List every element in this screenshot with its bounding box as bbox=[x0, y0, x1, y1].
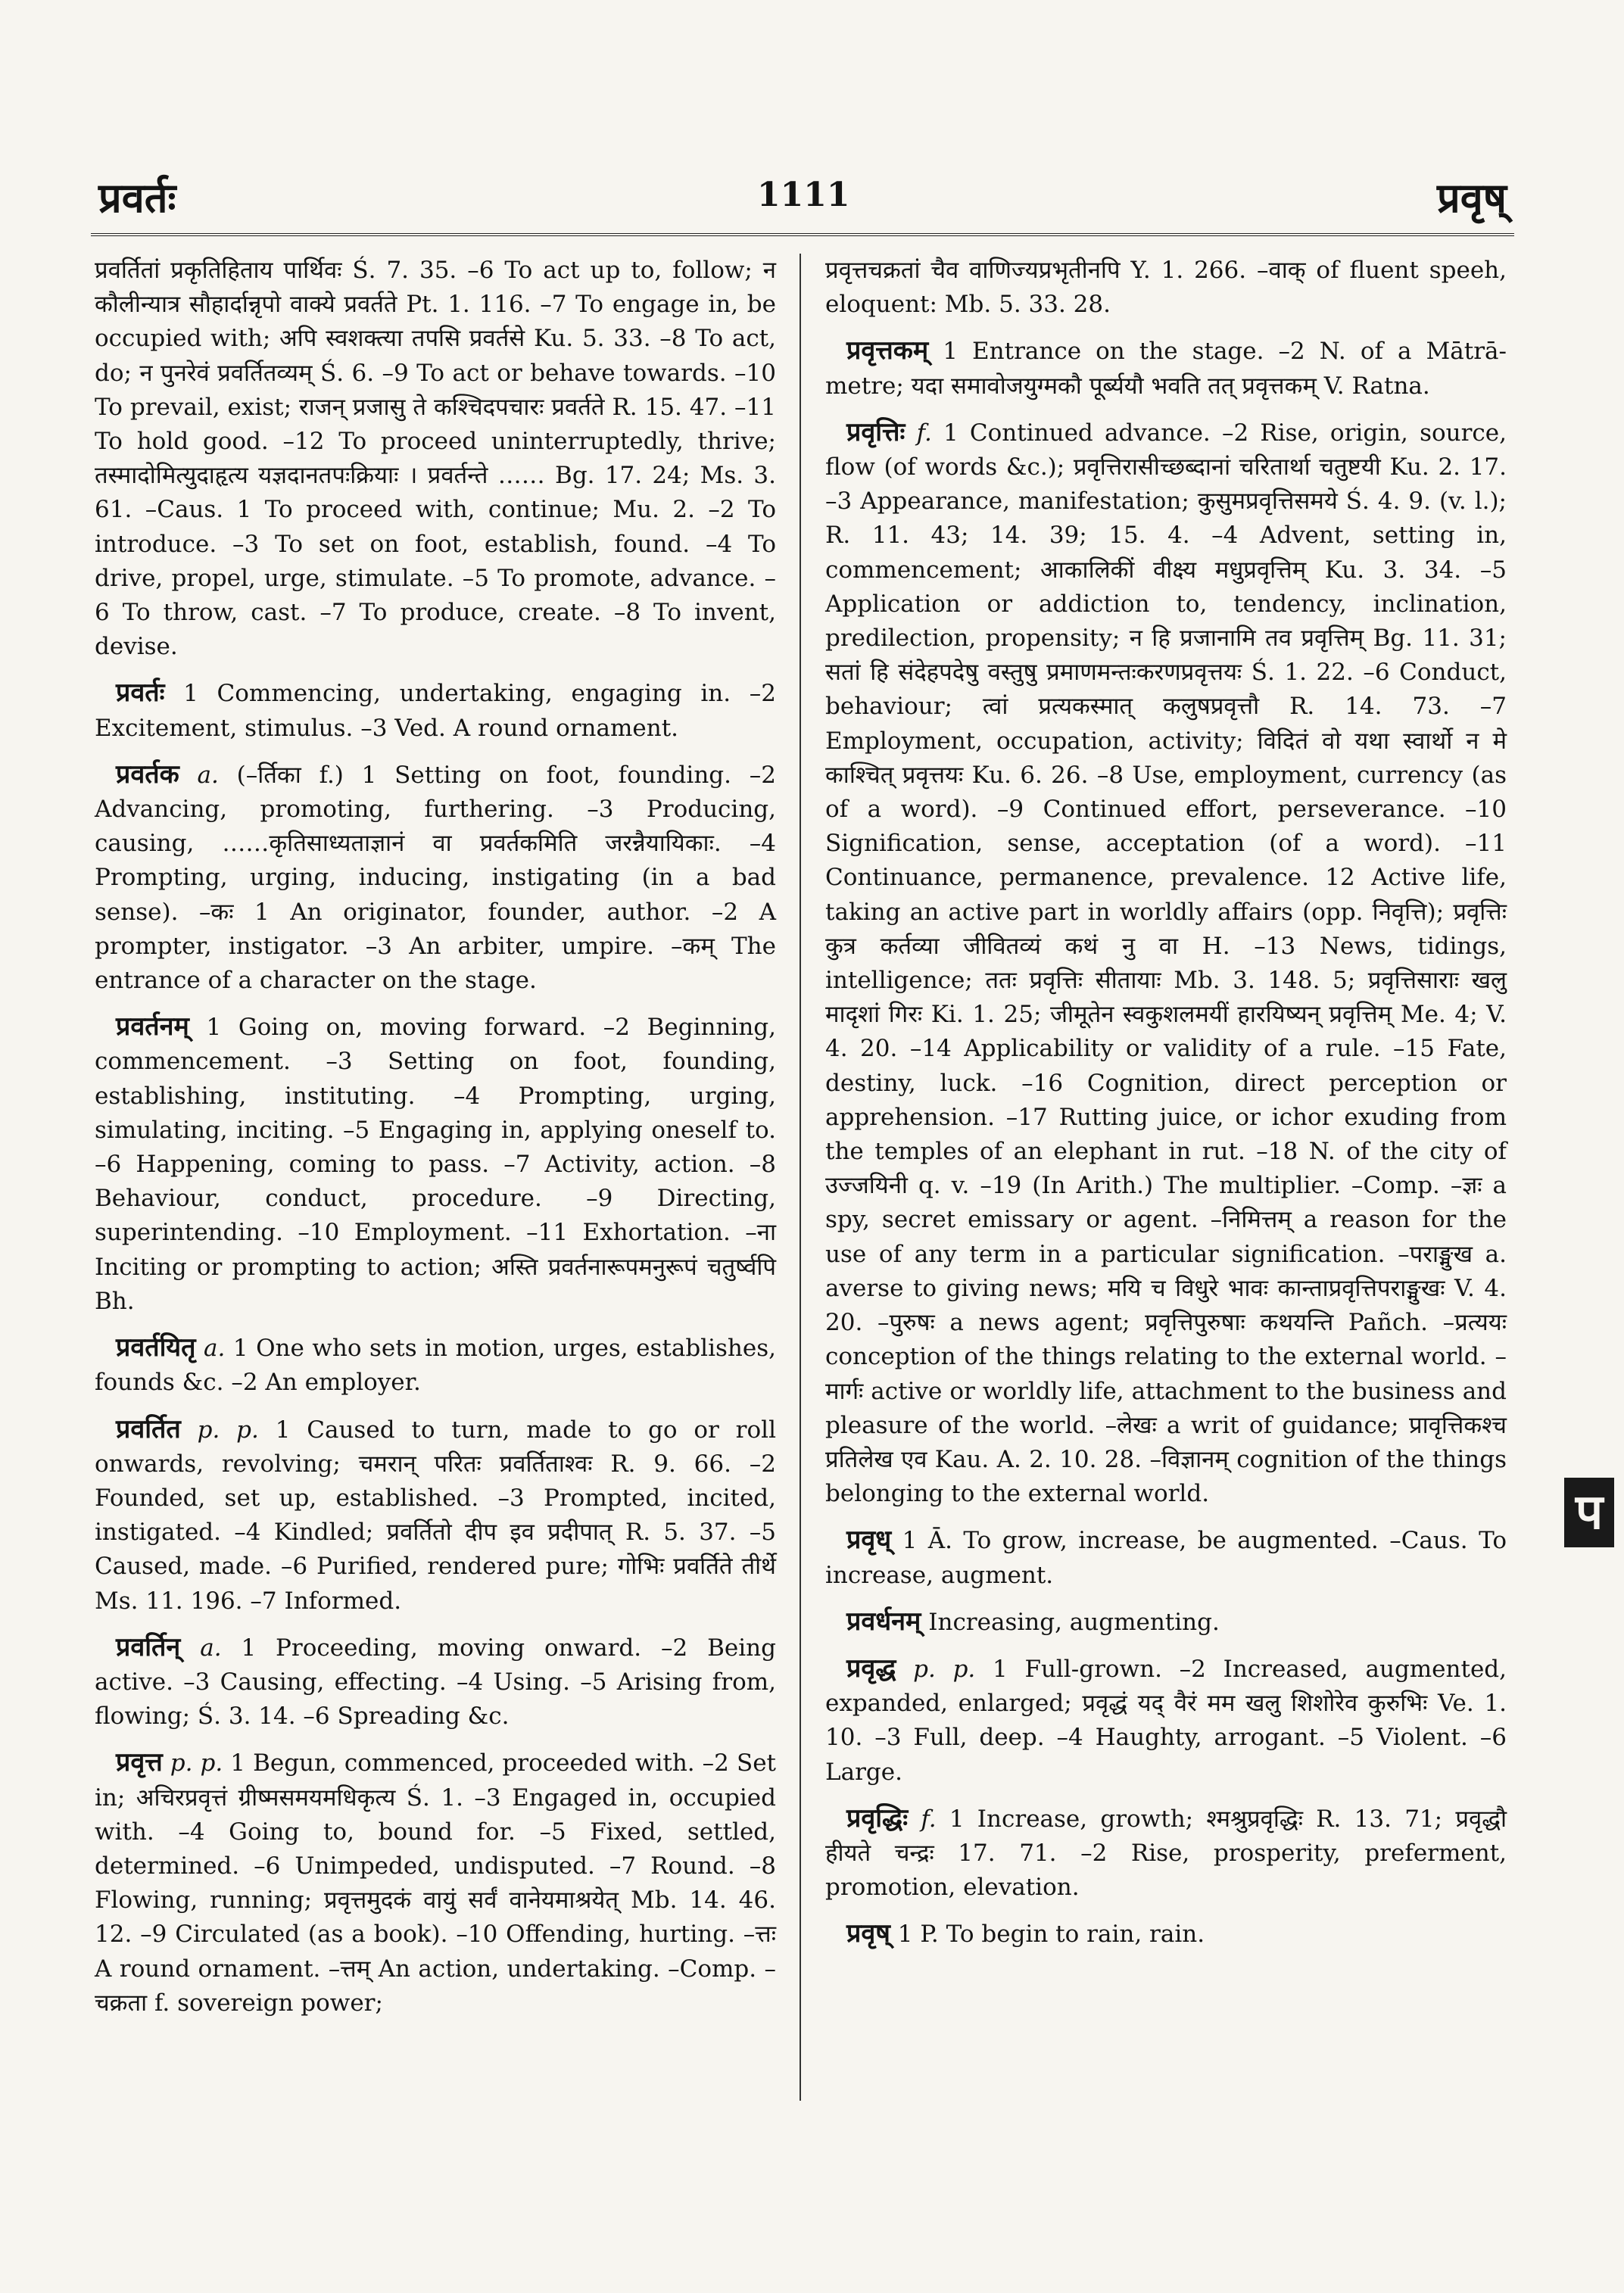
entry-grammar: p. p. bbox=[896, 1655, 976, 1683]
entry-headword: प्रवृध् bbox=[846, 1525, 892, 1556]
left-column bbox=[95, 254, 776, 2033]
entry-definition: 1 One who sets in motion, urges, establishes, founds &c. –2 An employer. bbox=[95, 1335, 776, 1397]
entry-headword: प्रवर्तः bbox=[116, 678, 165, 709]
dictionary-entry bbox=[825, 1605, 1507, 1640]
entry-headword: प्रवृत्तकम् bbox=[846, 335, 929, 366]
dictionary-entry bbox=[95, 1631, 776, 1734]
dictionary-entry bbox=[825, 1652, 1507, 1790]
entry-definition: 1 Begun, commenced, proceeded with. –2 Set in; अचिरप्रवृत्तं ग्रीष्मसमयमधिकृत्य Ś. 1. –3 Engaged in, occupied with. –4 Going to, bound for. –5 Fixed, settled, determined. –6 Unimpeded, undisputed. –7 Round. –8 Flowing, running; प्रवृत्तमुदकं वायुं सर्वं वानेयमाश्रयेत् Mb. 14. 46. 12. –9 Circulated (as a book). –10 Offending, hurting. –त्तः A round ornament. –त्तम् An action, undertaking. –Comp. –चक्रता f. sovereign power; bbox=[95, 1749, 776, 2017]
page-header bbox=[98, 168, 1507, 229]
page-number: 1111 bbox=[757, 176, 850, 214]
dictionary-entry bbox=[825, 1802, 1507, 1905]
entry-headword: प्रवर्धनम् bbox=[846, 1606, 921, 1637]
dictionary-entry bbox=[95, 1413, 776, 1618]
dictionary-entry bbox=[825, 416, 1507, 1512]
entry-definition: 1 P. To begin to rain, rain. bbox=[890, 1921, 1205, 1949]
entry-definition: 1 Increase, growth; श्मश्रुप्रवृद्धिः R. 13. 71; प्रवृद्धौ हीयते चन्द्रः 17. 71. –2 Rise, prosperity, preferment, promotion, elevation. bbox=[825, 1805, 1507, 1902]
entry-grammar: p. p. bbox=[180, 1416, 259, 1444]
left-running-headword: प्रवर्तः bbox=[98, 173, 176, 222]
entry-grammar: p. p. bbox=[162, 1749, 223, 1777]
entry-headword: प्रवर्तित bbox=[116, 1413, 181, 1444]
entry-headword: प्रवृष् bbox=[846, 1918, 890, 1949]
entry-definition: Increasing, augmenting. bbox=[921, 1608, 1220, 1636]
dictionary-entry bbox=[825, 254, 1507, 322]
entry-headword: प्रवृत्तिः bbox=[846, 416, 906, 447]
entry-headword: प्रवृद्ध bbox=[846, 1653, 896, 1684]
entry-grammar: a. bbox=[195, 1335, 226, 1363]
entry-definition: प्रवर्तितां प्रकृतिहिताय पार्थिवः Ś. 7. 35. –6 To act up to, follow; न कौलीन्यात्र सौहार्दान्नृपो वाक्ये प्रवर्तते Pt. 1. 116. –7 To engage in, be occupied with; अपि स्वशक्त्या तपसि प्रवर्तसे Ku. 5. 33. –8 To act, do; न पुनरेवं प्रवर्तितव्यम् Ś. 6. –9 To act or behave towards. –10 To prevail, exist; राजन् प्रजासु ते कश्चिदपचारः प्रवर्तते R. 15. 47. –11 To hold good. –12 To proceed uninterruptedly, thrive; तस्मादोमित्युदाहृत्य यज्ञदानतपःक्रियाः । प्रवर्तन्ते …… Bg. 17. 24; Ms. 3. 61. –Caus. 1 To proceed with, continue; Mu. 2. –2 To introduce. –3 To set on foot, establish, found. –4 To drive, propel, urge, stimulate. –5 To promote, advance. –6 To throw, cast. –7 To produce, create. –8 To invent, devise. bbox=[95, 257, 776, 661]
entry-headword: प्रवृद्धिः bbox=[846, 1802, 909, 1833]
entry-headword: प्रवर्तिन् bbox=[116, 1631, 181, 1662]
entry-headword: प्रवर्तयितृ bbox=[116, 1332, 196, 1363]
entry-definition: 1 Full-grown. –2 Increased, augmented, expanded, enlarged; प्रवृद्धं यद् वैरं मम खलु शिशोरेव कुरुभिः Ve. 1. 10. –3 Full, deep. –4 Haughty, arrogant. –5 Violent. –6 Large. bbox=[825, 1655, 1507, 1786]
right-running-headword: प्रवृष् bbox=[1437, 173, 1507, 222]
entry-definition: 1 Commencing, undertaking, engaging in. –2 Excitement, stimulus. –3 Ved. A round ornament. bbox=[95, 680, 776, 742]
entry-definition: 1 Caused to turn, made to go or roll onwards, revolving; चमरान् परितः प्रवर्तिताश्वः R. 9. 66. –2 Founded, set up, established. –3 Prompted, incited, instigated. –4 Kindled; प्रवर्तितो दीप इव प्रदीपात् R. 5. 37. –5 Caused, made. –6 Purified, rendered pure; गोभिः प्रवर्तिते तीर्थे Ms. 11. 196. –7 Informed. bbox=[95, 1416, 776, 1615]
dictionary-entry bbox=[95, 1746, 776, 2020]
dictionary-entry bbox=[825, 1523, 1507, 1592]
entry-grammar: a. bbox=[180, 1634, 222, 1662]
entry-headword: प्रवृत्त bbox=[116, 1747, 163, 1778]
entry-definition: प्रवृत्तचक्रतां चैव वाणिज्यप्रभृतीनपि Y. 1. 266. –वाक् of fluent speeh, eloquent: Mb. 5. 33. 28. bbox=[825, 257, 1507, 319]
dictionary-entry bbox=[95, 758, 776, 998]
dictionary-entry bbox=[825, 334, 1507, 403]
right-column bbox=[825, 254, 1507, 1964]
dictionary-entry bbox=[95, 254, 776, 664]
column-divider bbox=[800, 254, 801, 2101]
entry-definition: 1 Proceeding, moving onward. –2 Being active. –3 Causing, effecting. –4 Using. –5 Arising from, flowing; Ś. 3. 14. –6 Spreading &c. bbox=[95, 1634, 776, 1731]
entry-definition: (–र्तिका f.) 1 Setting on foot, founding. –2 Advancing, promoting, furthering. –3 Producing, causing, ……कृतिसाध्यताज्ञानं वा प्रवर्तकमिति जरन्नैयायिकाः. –4 Prompting, urging, inducing, instigating (in a bad sense). –कः 1 An originator, founder, author. –2 A prompter, instigator. –3 An arbiter, umpire. –कम् The entrance of a character on the stage. bbox=[95, 761, 776, 995]
entry-grammar: f. bbox=[905, 419, 932, 447]
entry-definition: 1 Entrance on the stage. –2 N. of a Mātrā-metre; यदा समावोजयुग्मकौ पूर्ब्ययौ भवति तत् प्रवृत्तकम् V. Ratna. bbox=[825, 338, 1507, 400]
dictionary-entry bbox=[825, 1917, 1507, 1952]
entry-definition: 1 Continued advance. –2 Rise, origin, source, flow (of words &c.); प्रवृत्तिरासीच्छब्दानां चरितार्था चतुष्टयी Ku. 2. 17. –3 Appearance, manifestation; कुसुमप्रवृत्तिसमये Ś. 4. 9. (v. l.); R. 11. 43; 14. 39; 15. 4. –4 Advent, setting in, commencement; आकालिकीं वीक्ष्य मधुप्रवृत्तिम् Ku. 3. 34. –5 Application or addiction to, tendency, inclination, predilection, propensity; न हि प्रजानामि तव प्रवृत्तिम् Bg. 11. 31; सतां हि संदेहपदेषु वस्तुषु प्रमाणमन्तःकरणप्रवृत्तयः Ś. 1. 22. –6 Conduct, behaviour; त्वां प्रत्यकस्मात् कलुषप्रवृत्तौ R. 14. 73. –7 Employment, occupation, activity; विदितं वो यथा स्वार्थो न मे काश्चित् प्रवृत्तयः Ku. 6. 26. –8 Use, employment, currency (as of a word). –9 Continued effort, perseverance. –10 Signification, sense, acceptation (of a word). –11 Continuance, permanence, prevalence. 12 Active life, taking an active part in worldly affairs (opp. निवृत्ति); प्रवृत्तिः कुत्र कर्तव्या जीवितव्यं कथं नु वा H. –13 News, tidings, intelligence; ततः प्रवृत्तिः सीतायाः Mb. 3. 148. 5; प्रवृत्तिसाराः खलु मादृशां गिरः Ki. 1. 25; जीमूतेन स्वकुशलमयीं हारयिष्यन् प्रवृत्तिम् Me. 4; V. 4. 20. –14 Applicability or validity of a rule. –15 Fate, destiny, luck. –16 Cognition, direct perception or apprehension. –17 Rutting juice, or ichor exuding from the temples of an elephant in rut. –18 N. of the city of उज्जयिनी q. v. –19 (In Arith.) The multiplier. –Comp. –ज्ञः a spy, secret emissary or agent. –निमित्तम् a reason for the use of any term in a particular signification. –पराङ्मुख a. averse to giving news; मयि च विधुरे भावः कान्ताप्रवृत्तिपराङ्मुखः V. 4. 20. –पुरुषः a news agent; प्रवृत्तिपुरुषाः कथयन्ति Pañch. –प्रत्ययः conception of the things relating to the external world. –मार्गः active or worldly life, attachment to the business and pleasure of the world. –लेखः a writ of guidance; प्रावृत्तिकश्च प्रतिलेख एव Kau. A. 2. 10. 28. –विज्ञानम् cognition of the things belonging to the external world. bbox=[825, 419, 1507, 1508]
dictionary-entry bbox=[95, 1331, 776, 1400]
entry-headword: प्रवर्तनम् bbox=[116, 1011, 189, 1042]
dictionary-entry bbox=[95, 676, 776, 745]
entry-headword: प्रवर्तक bbox=[116, 759, 179, 790]
entry-definition: 1 Going on, moving forward. –2 Beginning, commencement. –3 Setting on foot, founding, establishing, instituting. –4 Prompting, urging, simulating, inciting. –5 Engaging in, applying oneself to. –6 Happening, coming to pass. –7 Activity, action. –8 Behaviour, conduct, procedure. –9 Directing, superintending. –10 Employment. –11 Exhortation. –ना Inciting or prompting to action; अस्ति प्रवर्तनारूपमनुरूपं चतुर्ष्वपि Bh. bbox=[95, 1014, 776, 1315]
entry-grammar: f. bbox=[908, 1805, 937, 1833]
dictionary-entry bbox=[95, 1010, 776, 1319]
entry-grammar: a. bbox=[179, 761, 219, 789]
header-rule bbox=[91, 233, 1514, 236]
entry-definition: 1 Ā. To grow, increase, be augmented. –Caus. To increase, augment. bbox=[825, 1527, 1507, 1589]
thumb-index-tab[interactable]: प bbox=[1564, 1478, 1614, 1547]
